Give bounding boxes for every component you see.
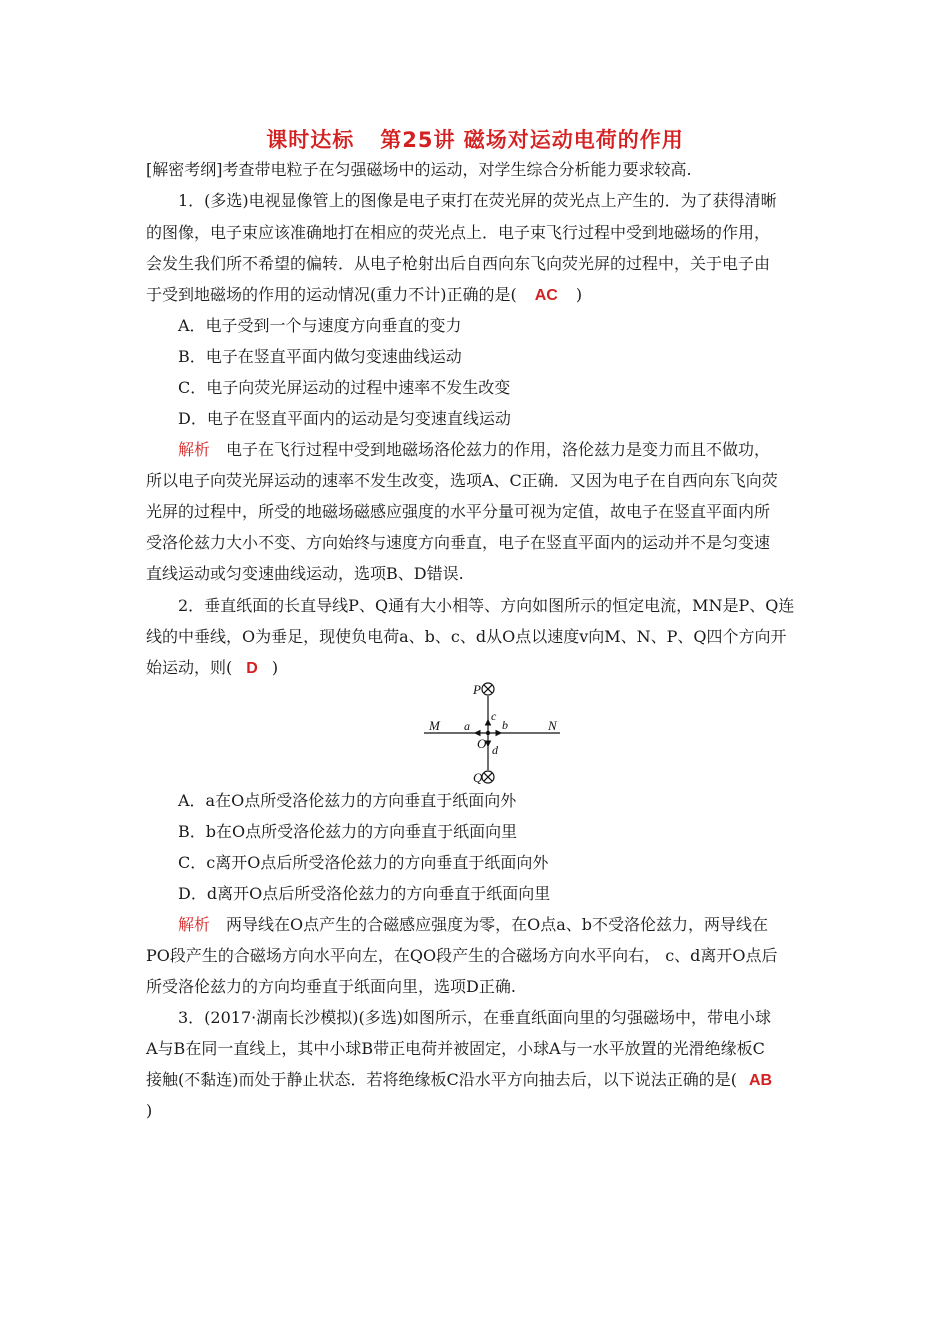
- q1-close: ): [575, 285, 583, 304]
- q2-line-2: 线的中垂线，O为垂足，现使负电荷a、b、c、d从O点以速度v向M、N、P、Q四个方向开: [146, 627, 787, 646]
- label-d: d: [492, 743, 498, 757]
- q2-analysis-line-1: [178, 915, 843, 935]
- q1-option-c: C．电子向荧光屏运动的过程中速率不发生改变: [178, 378, 511, 397]
- origin-point: [486, 731, 490, 735]
- q1-answer: AC: [534, 287, 558, 304]
- page-title: [0, 124, 950, 154]
- title-part3: 磁场对运动电荷的作用: [463, 128, 684, 152]
- q2-analysis-line-3: 所受洛伦兹力的方向均垂直于纸面向里，选项D正确.: [146, 977, 516, 996]
- q1-option-b: B．电子在竖直平面内做匀变速曲线运动: [178, 347, 462, 366]
- q2-close: ): [271, 658, 279, 677]
- q2-option-a: A．a在O点所受洛伦兹力的方向垂直于纸面向外: [178, 791, 517, 810]
- q2-analysis-text-1: 两导线在O点产生的合磁感应强度为零，在O点a、b不受洛伦兹力，两导线在: [226, 915, 769, 934]
- label-n: N: [548, 718, 557, 733]
- q1-analysis-label: 解析: [178, 440, 211, 459]
- q1-analysis-line-2: 所以电子向荧光屏运动的速率不发生改变，选项A、C正确．又因为电子在自西向东飞向荧: [146, 471, 778, 490]
- q2-option-b: B．b在O点所受洛伦兹力的方向垂直于纸面向里: [178, 822, 518, 841]
- label-a: a: [464, 719, 470, 733]
- q1-line-3: 会发生我们所不希望的偏转．从电子枪射出后自西向东飞向荧光屏的过程中，关于电子由: [146, 254, 771, 273]
- q1-analysis-line-1: [178, 440, 843, 460]
- q3-answer: AB: [748, 1072, 773, 1089]
- q3-close: ): [146, 1101, 153, 1120]
- label-m: M: [429, 718, 440, 733]
- q1-option-a: A．电子受到一个与速度方向垂直的变力: [178, 316, 462, 335]
- q-wire-symbol: [482, 771, 494, 783]
- q2-figure: [400, 676, 580, 788]
- q1-line-4-text: 于受到地磁场的作用的运动情况(重力不计)正确的是(: [146, 285, 517, 304]
- q2-analysis-line-2: PO段产生的合磁场方向水平向左，在QO段产生的合磁场方向水平向右， c、d离开O点后: [146, 946, 778, 965]
- q3-line-3-text: 接触(不黏连)而处于静止状态．若将绝缘板C沿水平方向抽去后，以下说法正确的是(: [146, 1070, 737, 1089]
- q2-option-c: C．c离开O点后所受洛伦兹力的方向垂直于纸面向外: [178, 853, 549, 872]
- p-wire-symbol: [482, 683, 494, 695]
- q3-line-3: [146, 1070, 811, 1091]
- label-q: Q: [473, 770, 483, 785]
- q2-answer: D: [246, 660, 258, 677]
- q2-line-1: 2．垂直纸面的长直导线P、Q通有大小相等、方向如图所示的恒定电流，MN是P、Q连: [178, 596, 795, 615]
- title-part1: 课时达标: [266, 128, 355, 152]
- q3-line-2: A与B在同一直线上，其中小球B带正电荷并被固定，小球A与一水平放置的光滑绝缘板C: [146, 1039, 765, 1058]
- q1-analysis-line-5: 直线运动或匀变速曲线运动，选项B、D错误.: [146, 564, 464, 583]
- intro-text: [解密考纲]考查带电粒子在匀强磁场中的运动，对学生综合分析能力要求较高.: [146, 160, 692, 179]
- label-b: b: [502, 718, 508, 732]
- q2-line-3-text: 始运动，则(: [146, 658, 233, 677]
- q1-analysis-text-1: 电子在飞行过程中受到地磁场洛伦兹力的作用，洛伦兹力是变力而且不做功，: [226, 440, 771, 459]
- q1-option-d: D．电子在竖直平面内的运动是匀变速直线运动: [178, 409, 511, 428]
- label-p: P: [473, 682, 481, 697]
- q1-analysis-line-4: 受洛伦兹力大小不变、方向始终与速度方向垂直，电子在竖直平面内的运动并不是匀变速: [146, 533, 771, 552]
- label-c: c: [491, 709, 497, 723]
- q3-line-1: 3．(2017·湖南长沙模拟)(多选)如图所示，在垂直纸面向里的匀强磁场中，带电小球: [178, 1008, 771, 1027]
- q1-line-4: [146, 285, 811, 306]
- title-part2: 第25讲: [380, 128, 456, 152]
- q1-line-2: 的图像，电子束应该准确地打在相应的荧光点上．电子束飞行过程中受到地磁场的作用，: [146, 223, 771, 242]
- q2-option-d: D．d离开O点后所受洛伦兹力的方向垂直于纸面向里: [178, 884, 551, 903]
- q1-analysis-line-3: 光屏的过程中，所受的地磁场磁感应强度的水平分量可视为定值，故电子在竖直平面内所: [146, 502, 771, 521]
- q2-analysis-label: 解析: [178, 915, 211, 934]
- label-o: O: [477, 736, 487, 751]
- q1-line-1: 1．(多选)电视显像管上的图像是电子束打在荧光屏的荧光点上产生的．为了获得清晰: [178, 191, 777, 210]
